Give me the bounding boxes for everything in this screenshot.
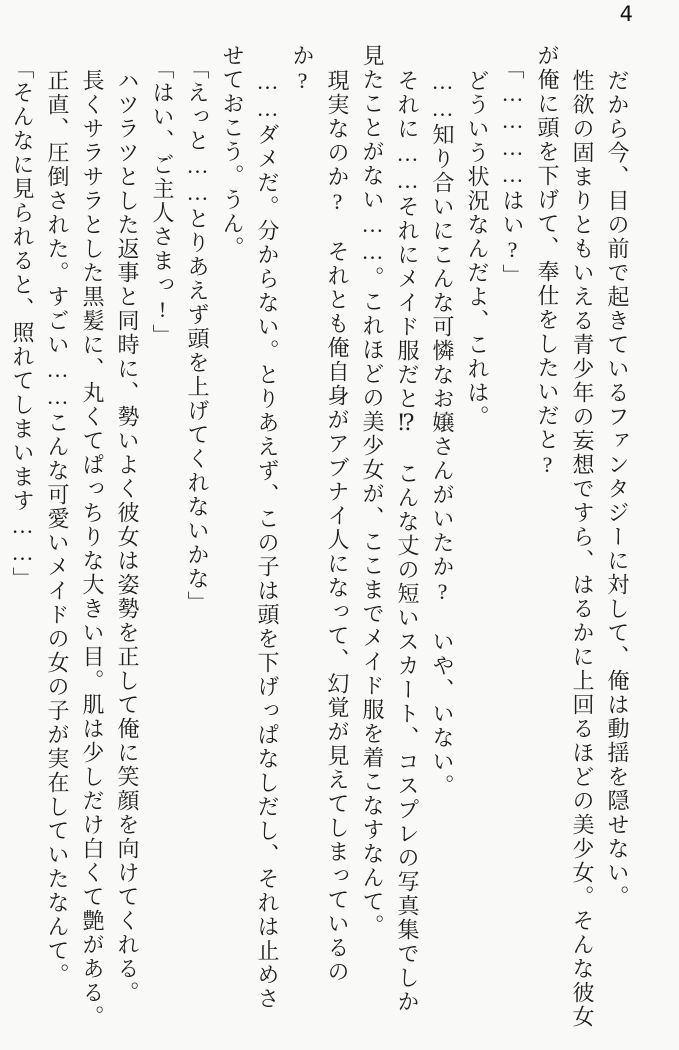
page-number: 4 [619, 2, 633, 26]
paragraph: それに……それにメイド服だと⁉ こんな丈の短いスカート、コスプレの写真集でしか見たことがない……。これほどの美少女が、ここまでメイド服を着こなすなんて。 [360, 44, 420, 1014]
paragraph: ……知り合いにこんな可憐なお嬢さんがいたか? いや、いない。 [430, 69, 455, 798]
dialogue-line: 「…………はい?」 [500, 57, 525, 288]
paragraph: どういう状況なんだよ、これは。 [465, 69, 490, 429]
dialogue-line: 「はい、ご主人さまっ!」 [150, 57, 175, 348]
paragraph: ハツラツとした返事と同時に、勢いよく彼女は姿勢を正して俺に笑顔を向けてくれる。 [115, 69, 140, 1005]
paragraph: 長くサラサラとした黒髪に、丸くてぱっちりな大きい目。肌は少しだけ白くて艶がある。 [80, 69, 105, 1029]
dialogue-line: 「えっと……とりあえず頭を上げてくれないかな」 [185, 57, 210, 615]
paragraph: 性欲の固まりともいえる青少年の妄想ですら、はるかに上回るほどの美少女。そんな彼女が俺に頭を下げて、奉仕をしたいだと? [535, 44, 595, 1029]
dialogue-line: 「そんなに見られると、照れてしまいます……」 [10, 57, 35, 591]
paragraph: だから今、目の前で起きているファンタジーに対して、俺は動揺を隠せない。 [605, 69, 630, 909]
paragraph: ……ダメだ。分からない。とりあえず、この子は頭を下げっぱなしだし、それは止めさせておこう。うん。 [220, 44, 280, 1011]
vertical-text-block [5, 44, 635, 1034]
paragraph: 正直、圧倒された。すごい……こんな可愛いメイドの女の子が実在していたなんて。 [45, 69, 70, 987]
paragraph: 現実なのか? それとも俺自身がアブナイ人になって、幻覚が見えてしまっているのか? [290, 44, 350, 984]
